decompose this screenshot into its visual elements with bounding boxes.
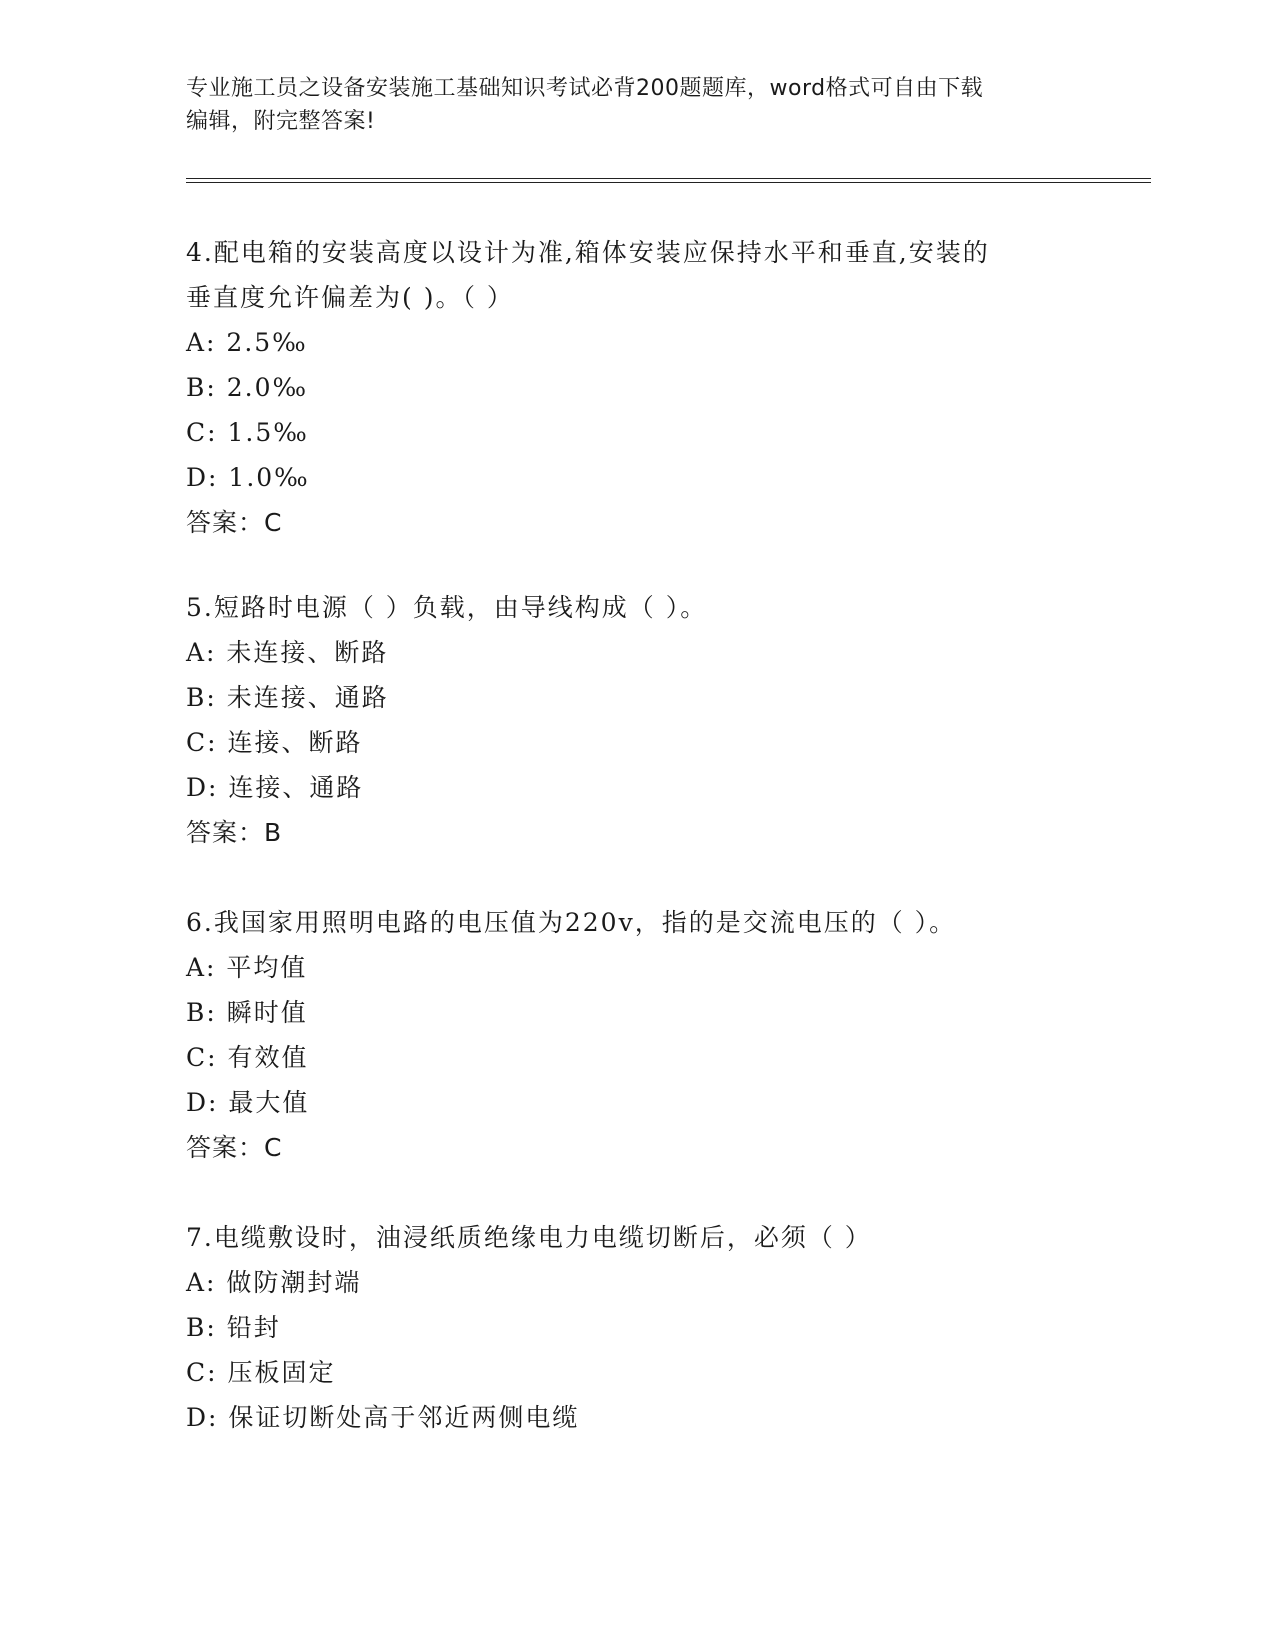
option-c: C: 1.5‰ [186, 418, 309, 447]
option-b: B: 瞬时值 [186, 998, 308, 1027]
option-c: C: 连接、断路 [186, 728, 363, 757]
question-7 [186, 1215, 1086, 1440]
question-stem: 7.电缆敷设时，油浸纸质绝缘电力电缆切断后，必须（ ） [186, 1223, 872, 1252]
option-a: A: 平均值 [186, 953, 308, 982]
question-6 [186, 900, 1086, 1170]
question-stem: 5.短路时电源（ ）负载，由导线构成（ ）。 [186, 593, 708, 622]
answer-line: 答案：C [186, 1133, 283, 1162]
option-b: B: 铅封 [186, 1313, 281, 1342]
option-c: C: 有效值 [186, 1043, 309, 1072]
question-4 [186, 230, 1086, 545]
answer-line: 答案：B [186, 818, 283, 847]
document-header [186, 72, 1086, 138]
option-d: D: 1.0‰ [186, 463, 310, 492]
answer-line: 答案：C [186, 508, 283, 537]
header-divider-top [186, 178, 1151, 179]
option-d: D: 最大值 [186, 1088, 310, 1117]
option-c: C: 压板固定 [186, 1358, 336, 1387]
question-stem: 4.配电箱的安装高度以设计为准,箱体安装应保持水平和垂直,安装的 [186, 238, 990, 267]
option-b: B: 未连接、通路 [186, 683, 389, 712]
question-stem: 垂直度允许偏差为( )。（ ） [186, 283, 514, 312]
option-d: D: 保证切断处高于邻近两侧电缆 [186, 1403, 580, 1432]
header-title-line-1: 专业施工员之设备安装施工基础知识考试必背200题题库，word格式可自由下载 [186, 76, 984, 101]
option-b: B: 2.0‰ [186, 373, 309, 402]
option-a: A: 2.5‰ [186, 328, 308, 357]
header-title-line-2: 编辑，附完整答案! [186, 109, 376, 134]
question-stem: 6.我国家用照明电路的电压值为220v，指的是交流电压的（ ）。 [186, 908, 957, 937]
question-5 [186, 585, 1086, 855]
option-a: A: 做防潮封端 [186, 1268, 362, 1297]
option-a: A: 未连接、断路 [186, 638, 389, 667]
option-d: D: 连接、通路 [186, 773, 364, 802]
header-divider-bottom [186, 182, 1151, 183]
